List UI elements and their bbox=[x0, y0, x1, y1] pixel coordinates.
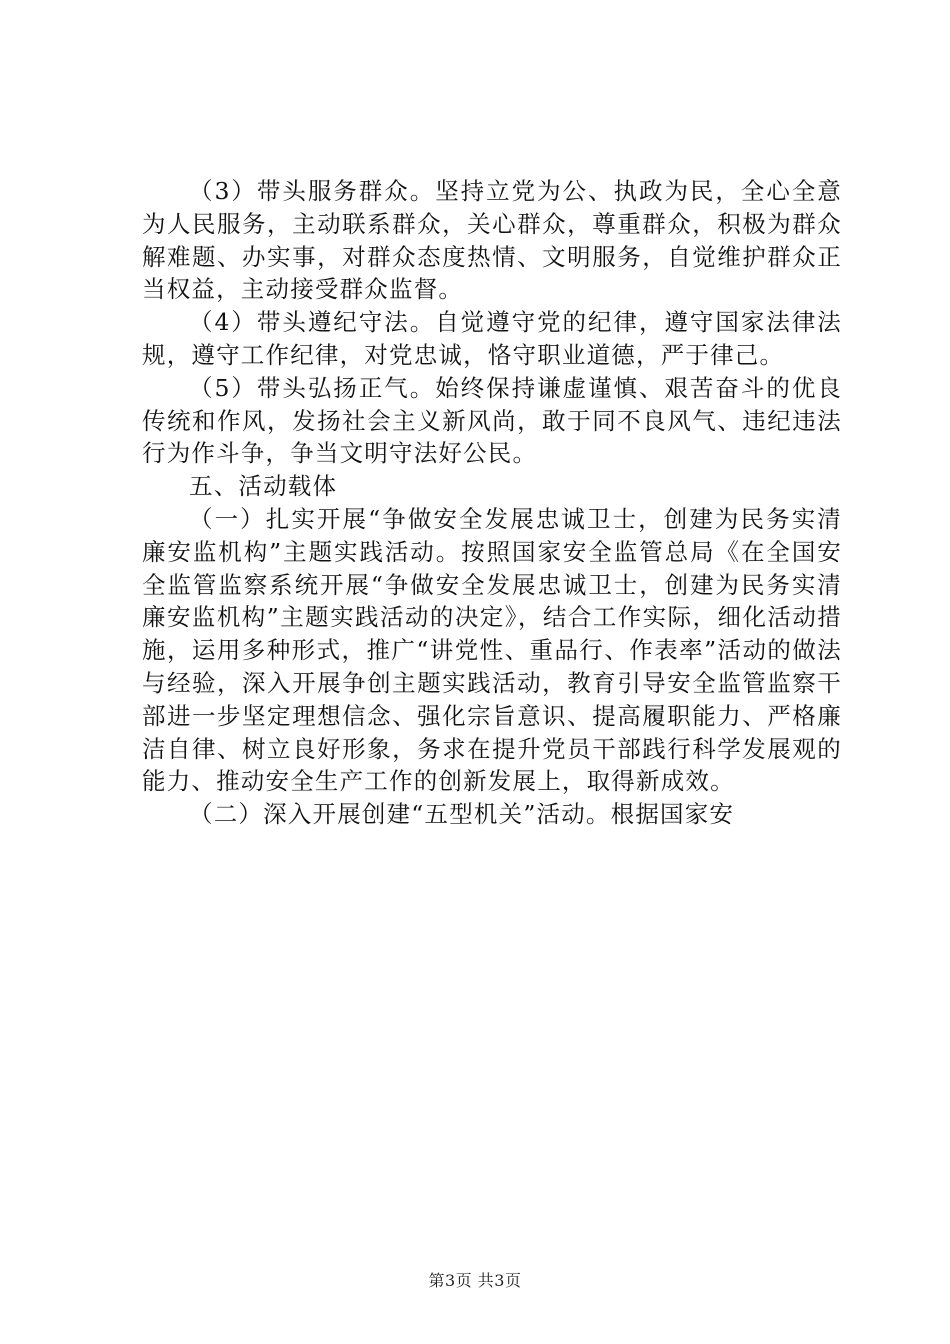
paragraph-serve-masses: （3）带头服务群众。坚持立党为公、执政为民，全心全意为人民服务，主动联系群众，关心群众，尊重群众，积极为群众解难题、办实事，对群众态度热情、文明服务，自觉维护群众正当权益，主动接受群众监督。 bbox=[142, 177, 842, 304]
paragraph-theme-practice-activity: （一）扎实开展“争做安全发展忠诚卫士，创建为民务实清廉安监机构”主题实践活动。按照国家安全监管总局《在全国安全监管监察系统开展“争做安全发展忠诚卫士，创建为民务实清廉安监机构”主题实践活动的决定》，结合工作实际，细化活动措施，运用多种形式，推广“讲党性、重品行、作表率”活动的做法与经验，深入开展争创主题实践活动，教育引导安全监管监察干部进一步坚定理想信念、强化宗旨意识、提高履职能力、严格廉洁自律、树立良好形象，务求在提升党员干部践行科学发展观的能力、推动安全生产工作的创新发展上，取得新成效。 bbox=[142, 504, 842, 796]
page-number-footer: 第3页 共3页 bbox=[428, 1271, 522, 1290]
paragraph-five-type-organs: （二）深入开展创建“五型机关”活动。根据国家安 bbox=[189, 800, 735, 829]
paragraph-observe-discipline: （4）带头遵纪守法。自觉遵守党的纪律，遵守国家法律法规，遵守工作纪律，对党忠诚，恪守职业道德，严于律己。 bbox=[142, 308, 842, 369]
paragraph-promote-righteousness: （5）带头弘扬正气。始终保持谦虚谨慎、艰苦奋斗的优良传统和作风，发扬社会主义新风尚，敢于同不良风气、违纪违法行为作斗争，争当文明守法好公民。 bbox=[142, 373, 842, 468]
section-heading-activity-carriers: 五、活动载体 bbox=[189, 472, 338, 501]
document-body bbox=[142, 175, 842, 831]
